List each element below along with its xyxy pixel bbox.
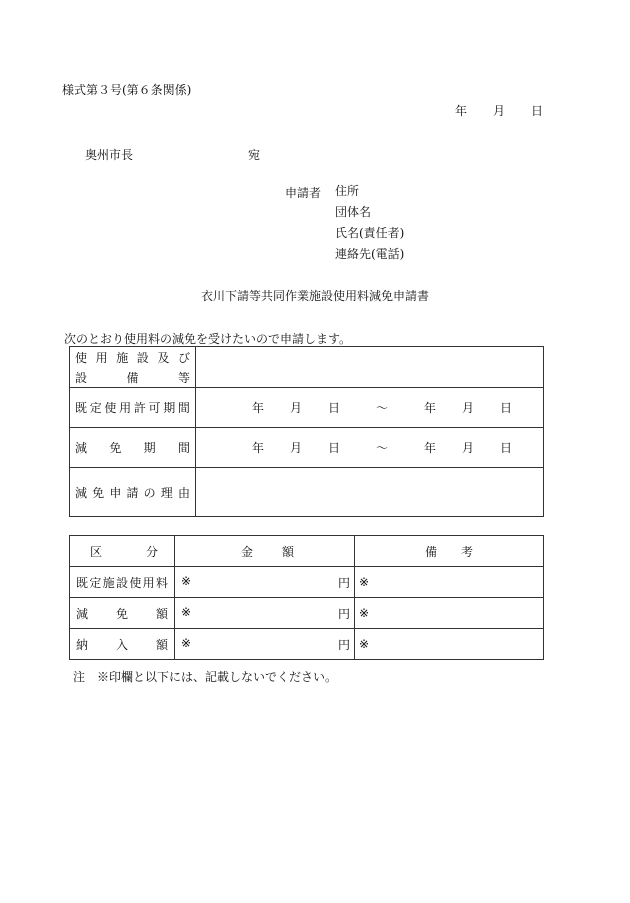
facility-input-cell[interactable] bbox=[196, 347, 544, 388]
field-phone: 連絡先(電話) bbox=[335, 247, 405, 261]
row-label: 納 入 額 bbox=[70, 629, 175, 660]
facility-label-cell bbox=[70, 347, 196, 388]
row-label: 既 定 施 設 使 用 料 bbox=[70, 567, 175, 598]
field-organization: 団体名 bbox=[335, 205, 372, 219]
amount-cell[interactable]: ※ 円 bbox=[175, 629, 355, 660]
amount-header: 金 額 bbox=[175, 536, 355, 567]
date-month: 月 bbox=[493, 104, 506, 118]
intro-text: 次のとおり使用料の減免を受けたいので申請します。 bbox=[64, 332, 352, 346]
facility-label-line1: 使 用 施 設 及 び bbox=[75, 350, 190, 365]
remarks-cell[interactable]: ※ bbox=[355, 567, 544, 598]
permit-period-label: 既 定 使 用 許 可 期 間 bbox=[70, 388, 196, 428]
facility-label-line2: 設 備 等 bbox=[75, 370, 190, 385]
table-row bbox=[70, 598, 544, 629]
permit-period-cell[interactable]: 年 月 日 ～ 年 月 日 bbox=[196, 388, 544, 428]
form-number: 様式第３号(第６条関係) bbox=[62, 83, 192, 97]
category-header: 区 分 bbox=[70, 536, 175, 567]
row-label: 減 免 額 bbox=[70, 598, 175, 629]
addressee-suffix: 宛 bbox=[248, 148, 261, 162]
amount-cell[interactable]: ※ 円 bbox=[175, 598, 355, 629]
field-address: 住所 bbox=[335, 184, 360, 198]
document-title: 衣川下請等共同作業施設使用料減免申請書 bbox=[200, 289, 429, 303]
date-year: 年 bbox=[455, 104, 468, 118]
application-table bbox=[69, 346, 544, 517]
remarks-cell[interactable]: ※ bbox=[355, 598, 544, 629]
reduction-period-label: 減 免 期 間 bbox=[70, 428, 196, 468]
amount-cell[interactable]: ※ 円 bbox=[175, 567, 355, 598]
date-day: 日 bbox=[531, 104, 544, 118]
reason-input-cell[interactable] bbox=[196, 468, 544, 517]
remarks-header: 備 考 bbox=[355, 536, 544, 567]
table-row bbox=[70, 629, 544, 660]
applicant-label: 申請者 bbox=[285, 186, 322, 200]
footer-note: 注 ※印欄と以下には、記載しないでください。 bbox=[73, 670, 338, 684]
addressee-name: 奥州市長 bbox=[85, 148, 134, 162]
applicant-fields bbox=[335, 184, 404, 268]
fee-table bbox=[69, 535, 544, 660]
date-line bbox=[455, 102, 543, 119]
remarks-cell[interactable]: ※ bbox=[355, 629, 544, 660]
reason-label: 減 免 申 請 の 理 由 bbox=[70, 468, 196, 517]
field-responsible-name: 氏名(責任者) bbox=[335, 226, 405, 240]
reduction-period-cell[interactable]: 年 月 日 ～ 年 月 日 bbox=[196, 428, 544, 468]
table-row bbox=[70, 567, 544, 598]
